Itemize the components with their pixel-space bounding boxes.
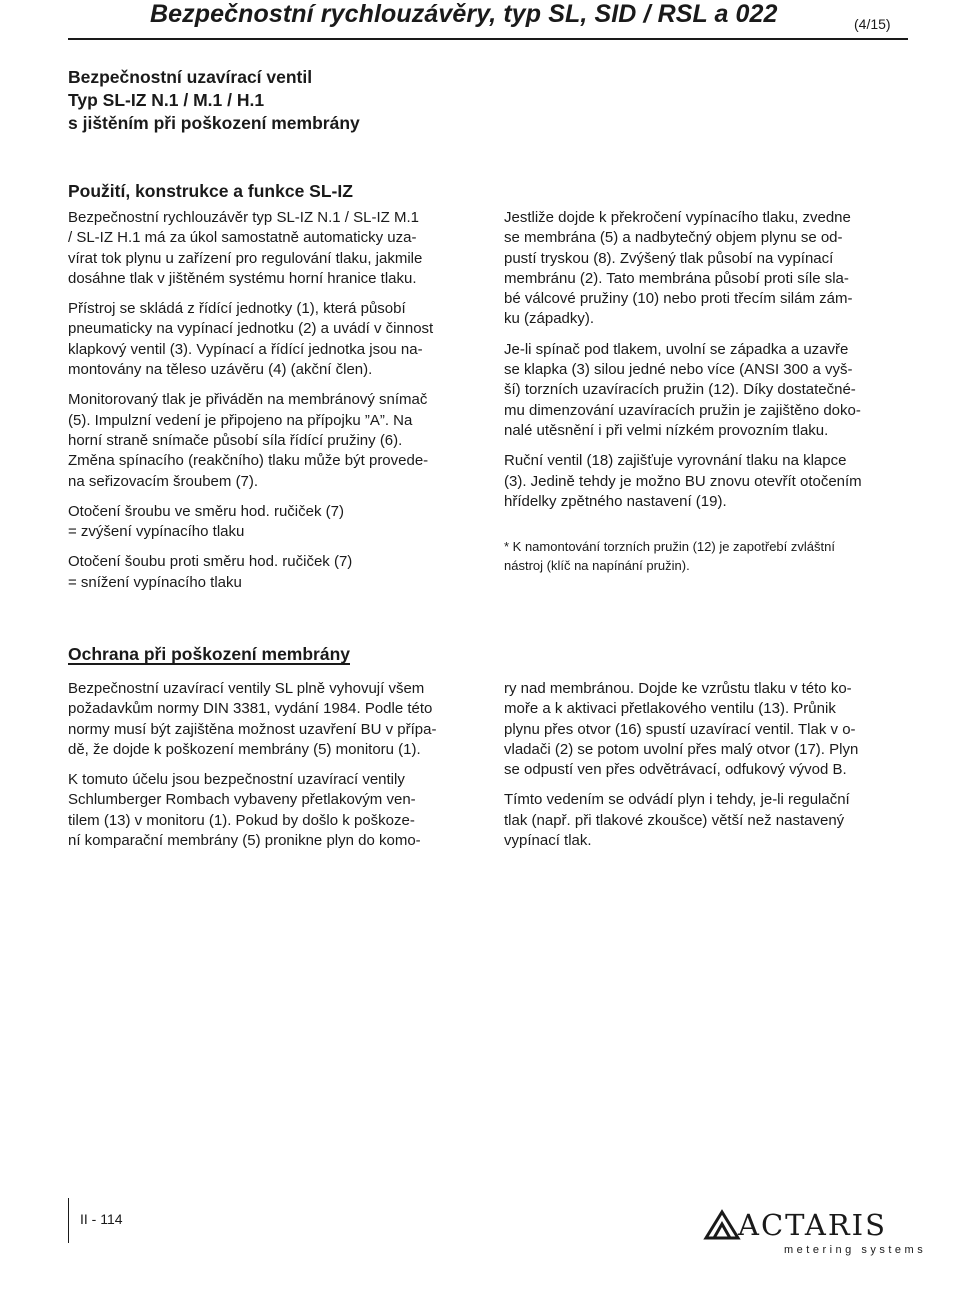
text-line: moře a k aktivaci přetlakového ventilu (13). Průnik bbox=[504, 700, 836, 718]
text-line: dě, že dojde k poškození membrány (5) monitoru (1). bbox=[68, 740, 421, 758]
text-line: Otočení šoubu proti směru hod. ručiček (7) bbox=[68, 553, 353, 571]
paragraph bbox=[68, 208, 458, 289]
title-line-2: Typ SL-IZ N.1 / M.1 / H.1 bbox=[68, 90, 265, 110]
text-line: Přístroj se skládá z řídící jednotky (1), která působí bbox=[68, 300, 406, 318]
paragraph bbox=[68, 552, 458, 593]
footer-divider bbox=[68, 1198, 69, 1243]
text-line: ku (západky). bbox=[504, 310, 595, 328]
text-line: vírat tok plynu u zařízení pro regulování tlaku, jakmile bbox=[68, 249, 423, 267]
text-line: (3). Jedině tehdy je možno BU znovu otevřít otočením bbox=[504, 472, 862, 490]
paragraph bbox=[504, 208, 894, 330]
header-page-indicator: (4/15) bbox=[854, 16, 891, 32]
text-line: požadavkům normy DIN 3381, vydání 1984. Podle této bbox=[68, 700, 433, 718]
paragraph bbox=[68, 299, 458, 380]
text-line: Schlumberger Rombach vybaveny přetlakovým ven- bbox=[68, 791, 416, 809]
footnote bbox=[504, 537, 904, 575]
text-line: tlak (např. při tlakové zkoušce) větší než nastavený bbox=[504, 811, 845, 829]
text-line: mu dimenzování uzavíracích pružin je zajištěno doko- bbox=[504, 401, 861, 419]
document-title bbox=[68, 66, 360, 135]
text-line: se odpustí ven přes odvětrávací, odfukový vývod B. bbox=[504, 761, 847, 779]
paragraph bbox=[504, 679, 894, 780]
text-line: horní straně snímače působí síla řídící pružiny (6). bbox=[68, 431, 403, 449]
text-line: Bezpečnostní uzavírací ventily SL plně vyhovují všem bbox=[68, 680, 425, 697]
text-line: se klapka (3) silou jedné nebo více (ANSI 300 a vyš- bbox=[504, 361, 853, 379]
text-line: normy musí být zajištěna možnost uzavření BU v přípa- bbox=[68, 720, 437, 738]
footnote-line: nástroj (klíč na napínání pružin). bbox=[504, 558, 690, 573]
text-line: montovány na těleso uzávěru (4) (akční člen). bbox=[68, 361, 373, 379]
text-line: na seřizovacím šroubem (7). bbox=[68, 472, 259, 490]
section1-right-column bbox=[504, 208, 894, 522]
text-line: nalé utěsnění i při velmi nízkém provozním tlaku. bbox=[504, 421, 829, 439]
paragraph bbox=[504, 451, 894, 512]
text-line: se membrána (5) a nadbytečný objem plynu se od- bbox=[504, 229, 843, 247]
text-line: = snížení vypínacího tlaku bbox=[68, 573, 242, 591]
section2-right-column bbox=[504, 679, 894, 861]
header-title: Bezpečnostní rychlouzávěry, typ SL, SID / RSL a 022 bbox=[150, 0, 778, 28]
title-line-3: s jištěním při poškození membrány bbox=[68, 113, 360, 133]
section-heading-use: Použití, konstrukce a funkce SL-IZ bbox=[68, 181, 353, 201]
text-line: Je-li spínač pod tlakem, uvolní se západka a uzavře bbox=[504, 340, 849, 358]
text-line: Změna spínacího (reakčního) tlaku může být provede- bbox=[68, 452, 429, 470]
text-line: Monitorovaný tlak je přiváděn na membránový snímač bbox=[68, 391, 428, 409]
text-line: (5). Impulzní vedení je připojeno na přípojku ”A”. Na bbox=[68, 411, 413, 429]
text-line: pustí tryskou (8). Zvýšený tlak působí na vypínací bbox=[504, 249, 834, 267]
text-line: vypínací tlak. bbox=[504, 832, 592, 850]
text-line: tilem (13) v monitoru (1). Pokud by došlo k poškoze- bbox=[68, 811, 415, 829]
logo-mark-icon bbox=[702, 1208, 742, 1242]
text-line: / SL-IZ H.1 má za úkol samostatně automaticky uza- bbox=[68, 229, 417, 247]
text-line: plynu přes otvor (16) spustí uzavírací ventil. Tlak v o- bbox=[504, 720, 856, 738]
text-line: ní komparační membrány (5) pronikne plyn do komo- bbox=[68, 832, 421, 850]
title-line-1: Bezpečnostní uzavírací ventil bbox=[68, 67, 313, 87]
page-number: II - 114 bbox=[80, 1211, 123, 1227]
paragraph bbox=[68, 679, 458, 760]
paragraph bbox=[504, 340, 894, 441]
logo-subtitle: metering systems bbox=[784, 1244, 927, 1256]
paragraph bbox=[68, 390, 458, 491]
text-line: = zvýšení vypínacího tlaku bbox=[68, 523, 245, 541]
logo-word: ACTARIS bbox=[738, 1208, 887, 1242]
text-line: pneumaticky na vypínací jednotku (2) a uvádí v činnost bbox=[68, 320, 434, 338]
paragraph bbox=[68, 770, 458, 851]
text-line: K tomuto účelu jsou bezpečnostní uzavírací ventily bbox=[68, 771, 405, 789]
text-line: ší) torzních uzavíracích pružin (12). Díky dostatečné- bbox=[504, 381, 856, 399]
text-line: ry nad membránou. Dojde ke vzrůstu tlaku v této ko- bbox=[504, 680, 852, 697]
footnote-line: * K namontování torzních pružin (12) je zapotřebí zvláštní bbox=[504, 539, 835, 554]
section2-left-column bbox=[68, 679, 458, 861]
paragraph bbox=[68, 502, 458, 543]
section-heading-protection: Ochrana při poškození membrány bbox=[68, 644, 351, 664]
text-line: Jestliže dojde k překročení vypínacího tlaku, zvedne bbox=[504, 209, 851, 226]
text-line: dosáhne tlak v jištěném systému horní hranice tlaku. bbox=[68, 269, 417, 287]
text-line: Bezpečnostní rychlouzávěr typ SL-IZ N.1 / SL-IZ M.1 bbox=[68, 209, 419, 226]
paragraph bbox=[504, 790, 894, 851]
text-line: Ruční ventil (18) zajišťuje vyrovnání tlaku na klapce bbox=[504, 452, 847, 470]
header-divider bbox=[68, 38, 908, 40]
text-line: Otočení šroubu ve směru hod. ručiček (7) bbox=[68, 502, 344, 520]
text-line: Tímto vedením se odvádí plyn i tehdy, je-li regulační bbox=[504, 791, 850, 809]
text-line: hřídelky zpětného nastavení (19). bbox=[504, 492, 727, 510]
text-line: bé válcové pružiny (10) nebo proti třecím silám zám- bbox=[504, 290, 853, 308]
text-line: vladači (2) se potom uvolní přes malý otvor (17). Plyn bbox=[504, 740, 859, 758]
section1-left-column bbox=[68, 208, 458, 603]
actaris-logo bbox=[702, 1208, 927, 1268]
text-line: klapkový ventil (3). Vypínací a řídící jednotka jsou na- bbox=[68, 340, 423, 358]
text-line: membránu (2). Tato membrána působí proti síle sla- bbox=[504, 269, 849, 287]
